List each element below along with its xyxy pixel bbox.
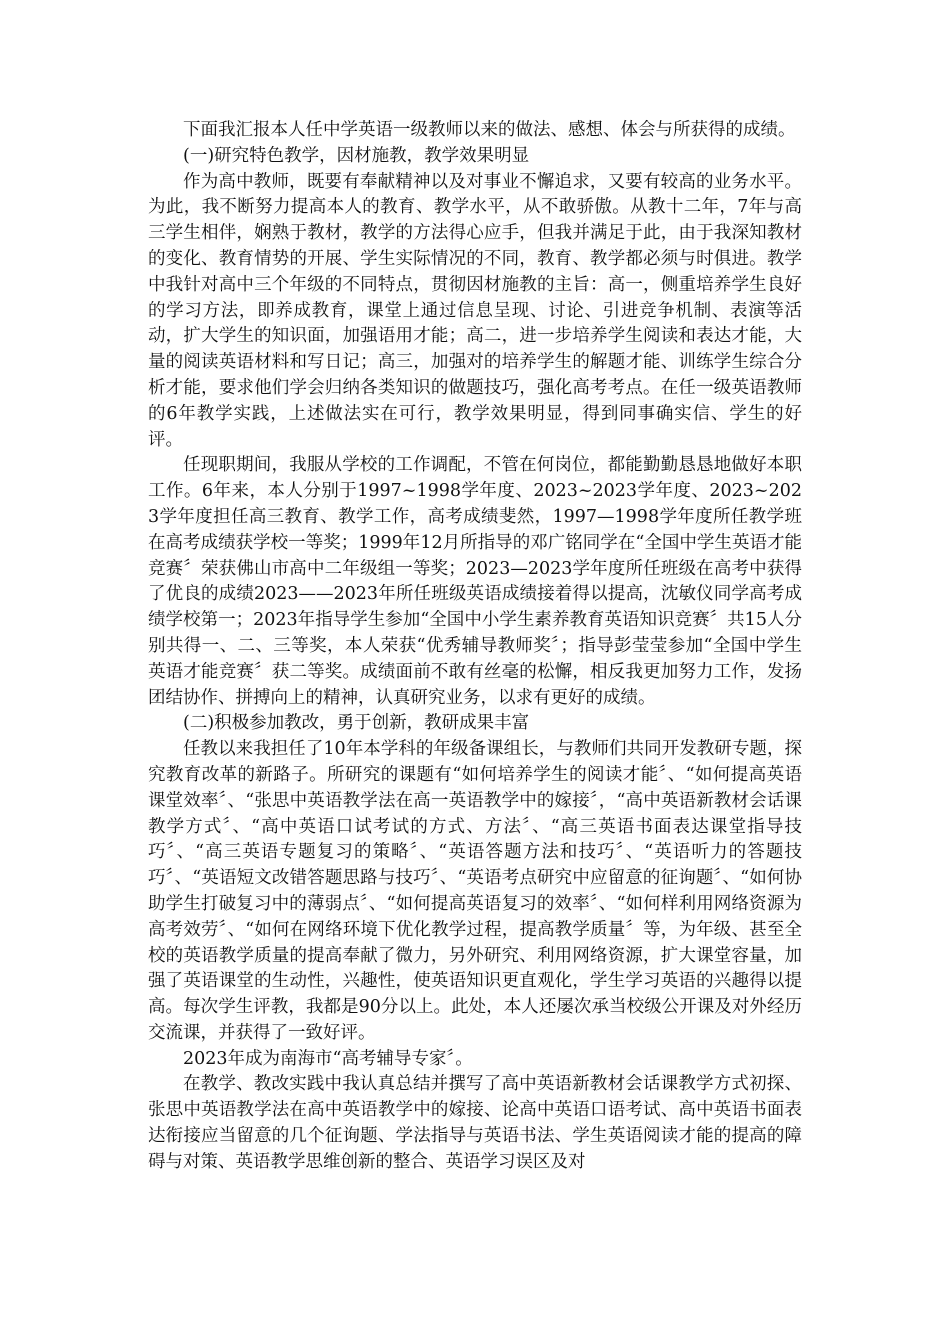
body-paragraph: 作为高中教师，既要有奉献精神以及对事业不懈追求，又要有较高的业务水平。为此，我不断努力提高本人的教育、教学水平，从不敢骄傲。从教十二年，7年与高三学生相伴，娴熟于教材，教学的方法得心应手，但我并满足于此，由于我深知教材的变化、教育情势的开展、学生实际情况的不同，教育、教学都必须与时俱进。教学中我针对高中三个年级的不同特点，贯彻因材施教的主旨：高一，侧重培养学生良好的学习方法，即养成教育，课堂上通过信息呈现、讨论、引进竞争机制、表演等活动，扩大学生的知识面，加强语用才能；高二，进一步培养学生阅读和表达才能，大量的阅读英语材料和写日记；高三，加强对的培养学生的解题才能、训练学生综合分析才能，要求他们学会归纳各类知识的做题技巧，强化高考考点。在任一级英语教师的6年教学实践，上述做法实在可行，教学效果明显，得到同事确实信、学生的好评。 <box>148 171 802 450</box>
body-paragraph: 2023年成为南海市“高考辅导专家〞。 <box>183 1048 473 1069</box>
body-paragraph: 任现职期间，我服从学校的工作调配，不管在何岗位，都能勤勤恳恳地做好本职工作。6年来，本人分别于1997~1998学年度、2023~2023学年度、2023~2023学年度担任高三教育、教学工作，高考成绩斐然，1997—1998学年度所任教学班在高考成绩获学校一等奖；1999年12月所指导的邓广铭同学在“全国中学生英语才能竞赛〞荣获佛山市高中二年级组一等奖；2023—2023学年度所任班级在高考中获得了优良的成绩2023——2023年所任班级英语成绩接着得以提高，沈敏仪同学高考成绩学校第一；2023年指导学生参加“全国中小学生素养教育英语知识竞赛〞共15人分别共得一、二、三等奖，本人荣获“优秀辅导教师奖〞；指导彭莹莹参加“全国中学生英语才能竞赛〞获二等奖。成绩面前不敢有丝毫的松懈，相反我更加努力工作，发扬团结协作、拼搏向上的精神，认真研究业务，以求有更好的成绩。 <box>148 455 802 708</box>
intro-paragraph: 下面我汇报本人任中学英语一级教师以来的做法、感想、体会与所获得的成绩。 <box>183 120 796 140</box>
section-heading-2: (二)积极参加教改，勇于创新，教研成果丰富 <box>183 713 530 734</box>
section-heading-1: (一)研究特色教学，因材施教，教学效果明显 <box>183 145 530 166</box>
document-body <box>148 118 802 1176</box>
body-paragraph: 在教学、教改实践中我认真总结并撰写了高中英语新教材会话课教学方式初探、张思中英语教学法在高中英语教学中的嫁接、论高中英语口语考试、高中英语书面表达衔接应当留意的几个征询题、学法指导与英语书法、学生英语阅读才能的提高的障碍与对策、英语教学思维创新的整合、英语学习误区及对 <box>148 1074 802 1172</box>
body-paragraph: 任教以来我担任了10年本学科的年级备课组长，与教师们共同开发教研专题，探究教育改革的新路子。所研究的课题有“如何培养学生的阅读才能〞、“如何提高英语课堂效率〞、“张思中英语教学法在高一英语教学中的嫁接〞，“高中英语新教材会话课教学方式〞、“高中英语口试考试的方式、方法〞、“高三英语书面表达课堂指导技巧〞、“高三英语专题复习的策略〞、“英语答题方法和技巧〞、“英语听力的答题技巧〞、“英语短文改错答题思路与技巧〞、“英语考点研究中应留意的征询题〞、“如何协助学生打破复习中的薄弱点〞、“如何提高英语复习的效率〞、“如何样利用网络资源为高考效劳〞、“如何在网络环境下优化教学过程，提高教学质量〞等，为年级、甚至全校的英语教学质量的提高奉献了微力，另外研究、利用网络资源，扩大课堂容量，加强了英语课堂的生动性，兴趣性，使英语知识更直观化，学生学习英语的兴趣得以提高。每次学生评教，我都是90分以上。此处，本人还屡次承当校级公开课及对外经历交流课，并获得了一致好评。 <box>148 739 802 1043</box>
